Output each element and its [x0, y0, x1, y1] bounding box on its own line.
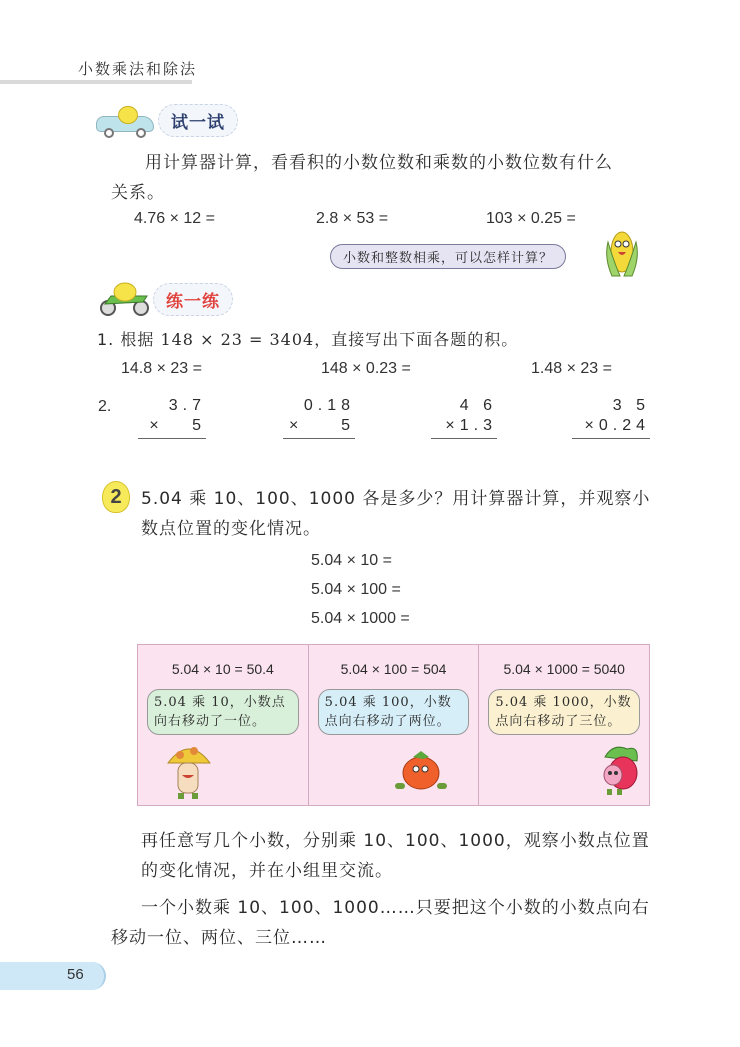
panel-equation: 5.04 × 10 = 50.4 — [171, 661, 274, 677]
mushroom-character-icon — [166, 741, 212, 803]
try-equation-2: 2.8 × 53 = — [316, 210, 389, 227]
practice-badge — [97, 282, 233, 316]
try-instruction-cont: 关系。 — [111, 183, 165, 203]
panel-bubble: 5.04 乘 1000，小数 点向右移动了三位。 — [488, 689, 640, 735]
example2-prompt-line1: 5.04 乘 10、100、1000 各是多少？用计算器计算，并观察小 — [141, 489, 651, 509]
conclusion-line2: 移动一位、两位、三位…… — [111, 928, 327, 948]
try-badge-label: 试一试 — [158, 104, 238, 137]
vertical-problem-1: 3.7 × 5 — [138, 396, 206, 439]
panel-cell-1000 — [479, 645, 649, 805]
panel-cell-10 — [138, 645, 309, 805]
vertical-problem-2: 0.18 × 5 — [283, 396, 355, 439]
page-number: 56 — [67, 966, 84, 983]
radish-character-icon — [597, 743, 643, 799]
try-badge — [96, 104, 238, 137]
try-equation-3: 103 × 0.25 = — [486, 210, 576, 227]
tomato-character-icon — [389, 749, 451, 795]
vertical-problem-3: 4 6 ×1.3 — [431, 396, 497, 439]
corn-speech-bubble: 小数和整数相乘，可以怎样计算？ — [330, 244, 566, 269]
followup-line1: 再任意写几个小数，分别乘 10、100、1000，观察小数点位置 — [141, 831, 650, 851]
practice-q1-item-1: 14.8 × 23 = — [121, 360, 202, 377]
example2-prompt-line2: 数点位置的变化情况。 — [141, 519, 321, 539]
example2-equation-3: 5.04 × 1000 = — [311, 610, 410, 627]
example2-equation-1: 5.04 × 10 = — [311, 552, 392, 569]
practice-q1-item-3: 1.48 × 23 = — [531, 360, 612, 377]
chapter-title: 小数乘法和除法 — [78, 60, 198, 78]
page-number-tab — [0, 962, 106, 990]
example2-equation-2: 5.04 × 100 = — [311, 581, 401, 598]
try-equation-1: 4.76 × 12 = — [134, 210, 215, 227]
practice-q1-prompt: 1. 根据 148 × 23 = 3404，直接写出下面各题的积。 — [97, 330, 519, 349]
practice-badge-label: 练一练 — [153, 283, 233, 316]
car-icon — [96, 106, 156, 136]
try-instruction: 用计算器计算，看看积的小数位数和乘数的小数位数有什么 — [145, 153, 613, 173]
panel-equation: 5.04 × 1000 = 5040 — [503, 661, 625, 677]
conclusion-line1: 一个小数乘 10、100、1000……只要把这个小数的小数点向右 — [141, 898, 650, 918]
example-number-badge: 2 — [102, 481, 130, 513]
followup-line2: 的变化情况，并在小组里交流。 — [141, 861, 393, 881]
practice-q2-number: 2. — [98, 398, 112, 415]
vertical-problem-4: 3 5 ×0.24 — [572, 396, 650, 439]
corn-character-icon — [600, 222, 644, 280]
motorbike-icon — [97, 282, 153, 316]
panel-equation: 5.04 × 100 = 504 — [340, 661, 447, 677]
practice-q1-item-2: 148 × 0.23 = — [321, 360, 411, 377]
decimal-shift-panel — [137, 644, 650, 806]
panel-bubble: 5.04 乘 10，小数点 向右移动了一位。 — [147, 689, 299, 735]
header-rule — [0, 80, 192, 84]
panel-bubble: 5.04 乘 100，小数 点向右移动了两位。 — [318, 689, 470, 735]
panel-cell-100 — [309, 645, 480, 805]
